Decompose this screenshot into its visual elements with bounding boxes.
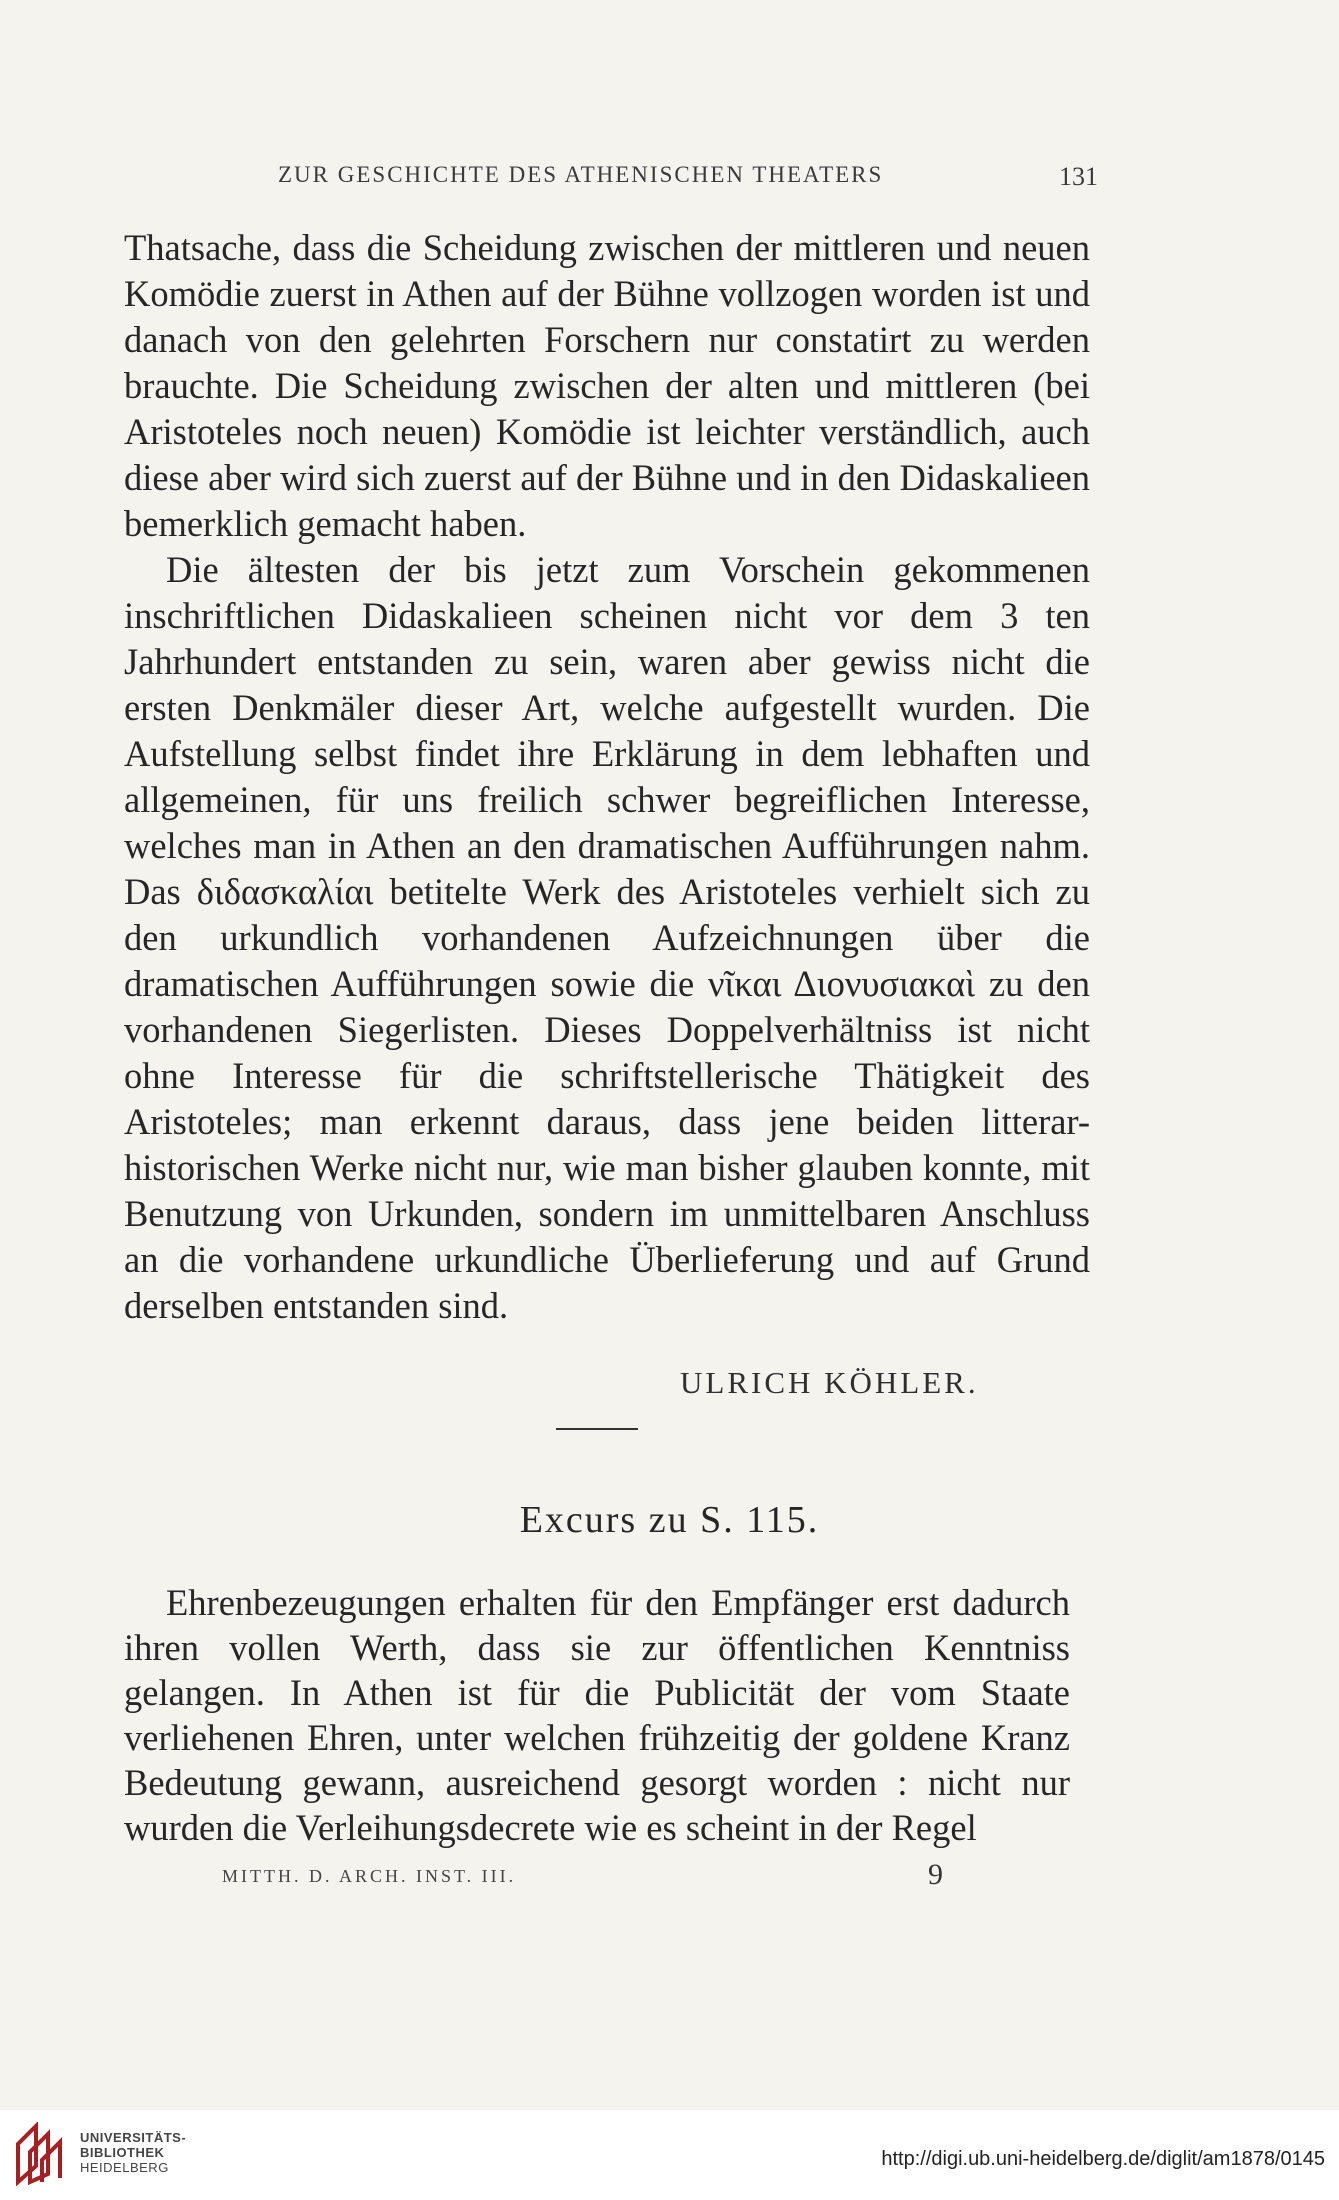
permalink-url[interactable]: http://digi.ub.uni-heidelberg.de/diglit/am1878/0145 <box>881 2148 1325 2170</box>
library-name-line-3: HEIDELBERG <box>80 2160 169 2175</box>
paragraph-1: Thatsache, dass die Scheidung zwischen der mittleren und neuen Komödie zuerst in Athen auf der Bühne vollzogen worden ist und danach von den gelehrten Forschern nur constatirt zu werden brauchte. Die Scheidung zwischen der alten und mittleren (bei Aristoteles noch neuen) Komödie ist leichter verständlich, auch diese aber wird sich zuerst auf der Bühne und in den Didaskalieen bemerklich gemacht haben. <box>124 227 1090 544</box>
paragraph-3: Ehrenbezeugungen erhalten für den Empfänger erst dadurch ihren vollen Werth, dass sie zur öffentlichen Kenntniss gelangen. In Athen ist für die Publicität der vom Staate verliehenen Ehren, unter welchen frühzeitig der goldene Kranz Bedeutung gewann, ausreichend gesorgt worden : nicht nur wurden die Verleihungsdecrete wie es scheint in der Regel <box>124 1582 1070 1848</box>
paragraph-2: Die ältesten der bis jetzt zum Vorschein gekommenen inschriftlichen Didaskalieen scheinen nicht vor dem 3 ten Jahrhundert entstanden zu sein, waren aber gewiss nicht die ersten Denkmäler dieser Art, welche aufgestellt wurden. Die Aufstellung selbst findet ihre Erklärung in dem lebhaften und allgemeinen, für uns freilich schwer begreiflichen Interesse, welches man in Athen an den dramatischen Aufführungen nahm. Das διδασκαλίαι betitelte Werk des Aristoteles verhielt sich zu den urkundlich vorhandenen Aufzeichnungen über die dramatischen Aufführungen sowie die νῖκαι Διονυσιακαὶ zu den vorhandenen Siegerlisten. Dieses Doppelverhältniss ist nicht ohne Interesse für die schriftstellerische Thätigkeit des Aristoteles; man erkennt daraus, dass jene beiden litterar-historischen Werke nicht nur, wie man bisher glauben konnte, mit Benutzung von Urkunden, sondern im unmittelbaren Anschluss an die vorhandene urkundliche Überlieferung und auf Grund derselben entstanden sind. <box>124 549 1090 1326</box>
page-number: 131 <box>1059 162 1098 191</box>
section-title: Excurs zu S. 115. <box>519 1499 820 1541</box>
main-text <box>124 225 1090 1329</box>
library-name-line-1: UNIVERSITÄTS- <box>80 2130 187 2145</box>
footer-sheet-number: 9 <box>928 1858 943 1891</box>
section-divider <box>556 1428 638 1430</box>
running-head <box>278 162 1098 191</box>
library-name <box>80 2130 186 2175</box>
running-title: ZUR GESCHICHTE DES ATHENISCHEN THEATERS <box>278 162 884 187</box>
library-name-line-2: BIBLIOTHEK <box>80 2145 165 2160</box>
library-logo-icon <box>14 2122 68 2186</box>
author-signature: ULRICH KÖHLER. <box>680 1365 979 1400</box>
footer-signature-mark: MITTH. D. ARCH. INST. III. <box>222 1866 517 1886</box>
excurs-text <box>124 1580 1070 1850</box>
